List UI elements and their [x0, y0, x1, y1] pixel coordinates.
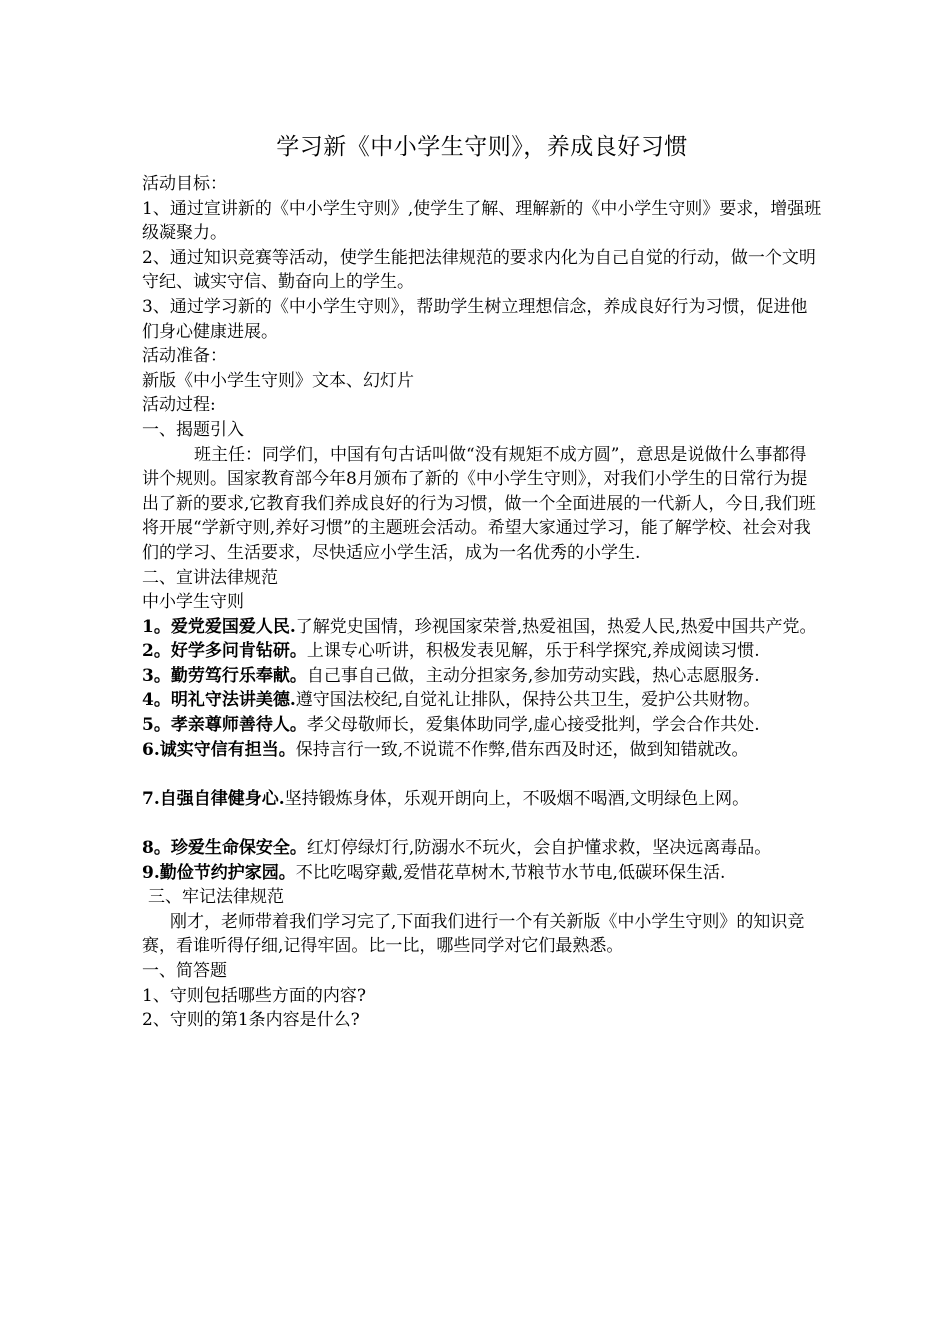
rule-text: 遵守国法校纪,自觉礼让排队，保持公共卫生，爱护公共财物。 [295, 690, 761, 711]
rule-title: 6.诚实守信有担当。 [142, 739, 296, 760]
rule-item [142, 836, 822, 861]
rule-title: 9.勤俭节约护家园。 [142, 862, 296, 883]
rule-item [142, 664, 822, 689]
rule-title: 5。孝亲尊师善待人。 [142, 715, 307, 736]
rule-item [142, 713, 822, 738]
rule-text: 保持言行一致,不说谎不作弊,借东西及时还，做到知错就改。 [295, 739, 749, 760]
quiz-question: 1、守则包括哪些方面的内容? [142, 985, 366, 1006]
rule-title: 4。明礼守法讲美德. [142, 690, 296, 711]
rule-text: 红灯停绿灯行,防溺水不玩火，会自护懂求救，坚决远离毒品。 [306, 838, 772, 859]
document-title: 学习新《中小学生守则》，养成良好习惯 [276, 134, 688, 160]
rule-text: 坚持锻炼身体，乐观开朗向上，不吸烟不喝酒,文明绿色上网。 [284, 788, 750, 809]
rule-title: 3。勤劳笃行乐奉献。 [142, 665, 307, 686]
section-heading: 三、牢记法律规范 [148, 887, 284, 908]
rule-text: 了解党史国情，珍视国家荣誉,热爱祖国，热爱人民,热爱中国共产党。 [295, 616, 817, 637]
rule-item [142, 639, 822, 664]
blank-line [142, 762, 822, 787]
section-paragraph: 刚才，老师带着我们学习完了,下面我们进行一个有关新版《中小学生守则》的知识竞赛，看谁听得仔细,记得牢固。比一比，哪些同学对它们最熟悉。 [142, 911, 805, 957]
rule-text: 自己事自己做，主动分担家务,参加劳动实践，热心志愿服务. [306, 665, 760, 686]
rule-item [142, 787, 822, 812]
goal-heading: 活动目标： [142, 174, 227, 194]
section-heading: 二、宣讲法律规范 [142, 567, 278, 588]
document-page [142, 128, 822, 1033]
rule-title: 2。好学多问肯钻研。 [142, 641, 307, 662]
rule-text: 上课专心听讲，积极发表见解，乐于科学探究,养成阅读习惯. [306, 641, 760, 662]
rule-item [142, 615, 822, 640]
rule-item [142, 861, 822, 886]
rule-item [142, 688, 822, 713]
quiz-heading: 一、简答题 [142, 961, 227, 981]
section-heading: 一、揭题引入 [142, 419, 244, 440]
prep-text: 新版《中小学生守则》文本、幻灯片 [142, 370, 414, 391]
rule-title: 8。珍爱生命保安全。 [142, 838, 307, 859]
quiz-question: 2、守则的第1条内容是什么? [142, 1010, 360, 1031]
blank-line [142, 811, 822, 836]
goal-item: 3、通过学习新的《中小学生守则》，帮助学生树立理想信念，养成良好行为习惯，促进他们身心健康进展。 [142, 296, 808, 342]
rules-heading: 中小学生守则 [142, 592, 244, 613]
section-paragraph: 班主任：同学们，中国有句古话叫做“没有规矩不成方圆”，意思是说做什么事都得讲个规则。国家教育部今年8月颁布了新的《中小学生守则》，对我们小学生的日常行为提出了新的要求,它教育我们养成良好的行为习惯，做一个全面进展的一代新人，今日,我们班将开展“学新守则,养好习惯”的主题班会活动。希望大家通过学习，能了解学校、社会对我们的学习、生活要求，尽快适应小学生活，成为一名优秀的小学生. [142, 444, 816, 563]
rule-item [142, 738, 822, 763]
rule-title: 7.自强自律健身心. [142, 788, 285, 809]
prep-heading: 活动准备： [142, 346, 227, 367]
process-heading: 活动过程: [142, 395, 216, 416]
rule-text: 不比吃喝穿戴,爱惜花草树木,节粮节水节电,低碳环保生活. [295, 862, 726, 883]
goal-item: 1、通过宣讲新的《中小学生守则》,使学生了解、理解新的《中小学生守则》要求，增强班级凝聚力。 [142, 198, 822, 244]
goal-item: 2、通过知识竞赛等活动，使学生能把法律规范的要求内化为自己自觉的行动，做一个文明守纪、诚实守信、勤奋向上的学生。 [142, 247, 816, 293]
rule-title: 1。爱党爱国爱人民. [142, 616, 296, 637]
rule-text: 孝父母敬师长，爱集体助同学,虚心接受批判，学会合作共处. [306, 715, 760, 736]
